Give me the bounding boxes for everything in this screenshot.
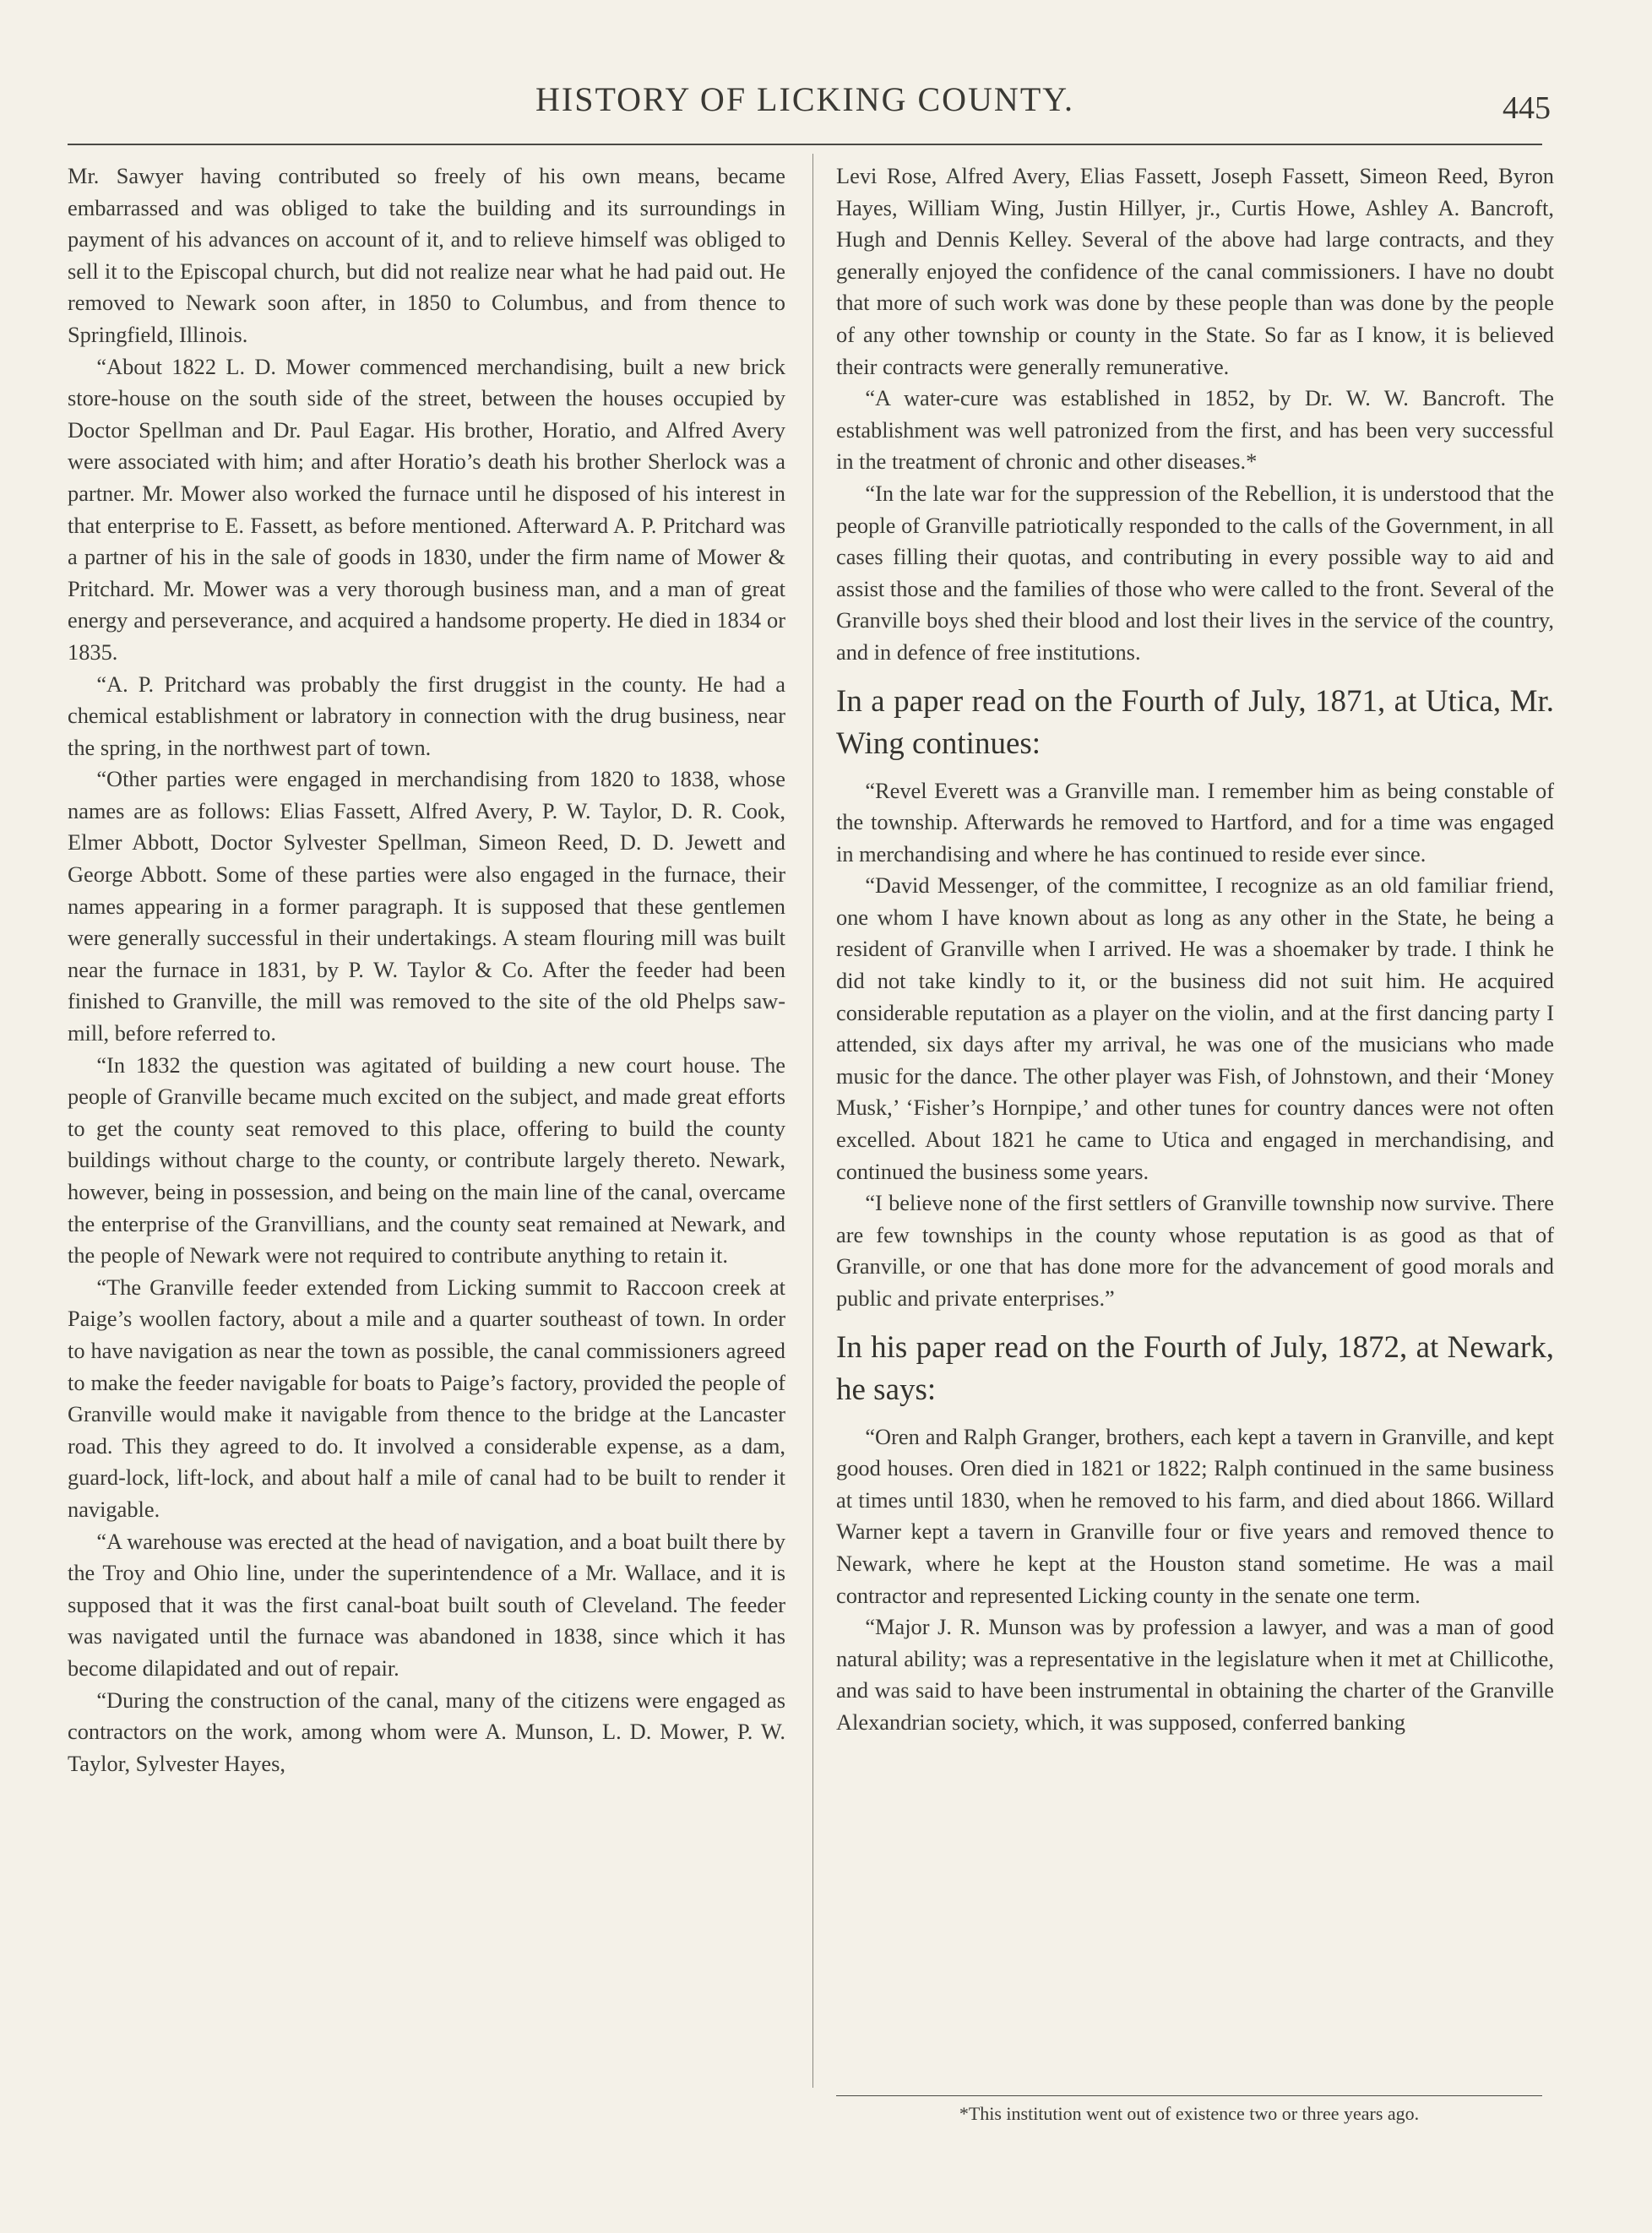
footnote: *This institution went out of existence two or three years ago.	[959, 2103, 1420, 2124]
paragraph: “During the construction of the canal, many of the citizens were engaged as contractors on the work, among whom were A. Munson, L. D. Mower, P. W. Taylor, Sylvester Hayes,	[68, 1687, 785, 1776]
subheading-1872: In his paper read on the Fourth of July, 1872, at Newark, he says:	[836, 1329, 1554, 1407]
paragraph: Levi Rose, Alfred Avery, Elias Fassett, Joseph Fassett, Simeon Reed, Byron Hayes, William Wing, Justin Hillyer, jr., Curtis Howe, Ashley A. Bancroft, Hugh and Dennis Kelley. Several of the above had large contracts, and they generally enjoyed the confidence of the canal commissioners. I have no doubt that more of such work was done by these people than was done by the people of any other township or county in the State. So far as I know, it is believed their contracts were generally remunerative.	[836, 163, 1554, 379]
paragraph: “Oren and Ralph Granger, brothers, each kept a tavern in Granville, and kept good houses. Oren died in 1821 or 1822; Ralph continued in the same business at times until 1830, when he removed to his farm, and died about 1866. Willard Warner kept a tavern in Granville four or five years and removed thence to Newark, where he kept at the Houston stand sometime. He was a mail contractor and represented Licking county in the senate one term.	[836, 1423, 1554, 1608]
paragraph: “A. P. Pritchard was probably the first druggist in the county. He had a chemical establishment or labratory in connection with the drug business, near the spring, in the northwest part of town.	[68, 671, 785, 760]
paragraph: “David Messenger, of the committee, I recognize as an old familiar friend, one whom I have known about as long as any other in the State, he being a resident of Granville when I arrived. He was a shoemaker by trade. I think he did not take kindly to it, or the business did not suit him. He acquired considerable reputation as a player on the violin, and at the first dancing party I attended, six days after my arrival, he was one of the musicians who made music for the dance. The other player was Fish, of Johnstown, and their ‘Money Musk,’ ‘Fisher’s Hornpipe,’ and other tunes for country dances were not often excelled. About 1821 he came to Utica and engaged in merchandising, and continued the business some years.	[836, 872, 1554, 1184]
page-number: 445	[1503, 90, 1551, 126]
column-divider	[812, 154, 813, 2088]
paragraph: Mr. Sawyer having contributed so freely of his own means, became embarrassed and was obliged to take the building and its surroundings in payment of his advances on account of it, and to relieve himself was obliged to sell it to the Episcopal church, but did not realize near what he had paid out. He removed to Newark soon after, in 1850 to Columbus, and from thence to Springfield, Illinois.	[68, 163, 785, 347]
paragraph: “The Granville feeder extended from Licking summit to Raccoon creek at Paige’s woollen factory, about a mile and a quarter southeast of town. In order to have navigation as near the town as possible, the canal commissioners agreed to make the feeder navigable for boats to Paige’s factory, provided the people of Granville would make it navigable from thence to the bridge at the Lancaster road. This they agreed to do. It involved a considerable expense, as a dam, guard-lock, lift-lock, and about half a mile of canal had to be built to render it navigable.	[68, 1274, 785, 1522]
paragraph: “I believe none of the first settlers of Granville township now survive. There are few townships in the county whose reputation is as good as that of Granville, or one that has done more for the advancement of good morals and public and private enterprises.”	[836, 1190, 1554, 1311]
paragraph: “A warehouse was erected at the head of navigation, and a boat built there by the Troy and Ohio line, under the superintendence of a Mr. Wallace, and it is supposed that it was the first canal-boat built south of Cleveland. The feeder was navigated until the furnace was abandoned in 1838, since which it has become dilapidated and out of repair.	[68, 1528, 785, 1681]
left-column	[68, 160, 785, 1779]
paragraph: “In 1832 the question was agitated of building a new court house. The people of Granville became much excited on the subject, and made great efforts to get the county seat removed to this place, offering to build the county buildings without charge to the county, or contribute largely thereto. Newark, however, being in possession, and being on the main line of the canal, overcame the enterprise of the Granvillians, and the county seat remained at Newark, and the people of Newark were not required to contribute anything to retain it.	[68, 1051, 785, 1269]
paragraph: “Revel Everett was a Granville man. I remember him as being constable of the township. Afterwards he removed to Hartford, and for a time was engaged in merchandising and where he has continued to reside ever since.	[836, 777, 1554, 867]
paragraph: “A water-cure was established in 1852, by Dr. W. W. Bancroft. The establishment was well patronized from the first, and has been very successful in the treatment of chronic and other diseases.*	[836, 385, 1554, 475]
running-title: HISTORY OF LICKING COUNTY.	[535, 80, 1074, 118]
header-rule	[68, 144, 1542, 145]
paragraph: “In the late war for the suppression of the Rebellion, it is understood that the people of Granville patriotically responded to the calls of the Government, in all cases filling their quotas, and contributing in every possible way to aid and assist those and the families of those who were called to the front. Several of the Granville boys shed their blood and lost their lives in the service of the country, and in defence of free institutions.	[836, 480, 1554, 665]
paragraph: “About 1822 L. D. Mower commenced merchandising, built a new brick store-house on the south side of the street, between the houses occupied by Doctor Spellman and Dr. Paul Eagar. His brother, Horatio, and Alfred Avery were associated with him; and after Horatio’s death his brother Sherlock was a partner. Mr. Mower also worked the furnace until he disposed of his interest in that enterprise to E. Fassett, as before mentioned. Afterward A. P. Pritchard was a partner of his in the sale of goods in 1830, under the firm name of Mower & Pritchard. Mr. Mower was a very thorough business man, and a man of great energy and perseverance, and acquired a handsome property. He died in 1834 or 1835.	[68, 353, 785, 665]
paragraph: “Major J. R. Munson was by profession a lawyer, and was a man of good natural ability; was a representative in the legislature when it met at Chillicothe, and was said to have been instrumental in obtaining the charter of the Granville Alexandrian society, which, it was supposed, conferred banking	[836, 1614, 1554, 1735]
paragraph: “Other parties were engaged in merchandising from 1820 to 1838, whose names are as follows: Elias Fassett, Alfred Avery, P. W. Taylor, D. R. Cook, Elmer Abbott, Doctor Sylvester Spellman, Simeon Reed, D. D. Jewett and George Abbott. Some of these parties were also engaged in the furnace, their names appearing in a former paragraph. It is supposed that these gentlemen were generally successful in their undertakings. A steam flouring mill was built near the furnace in 1831, by P. W. Taylor & Co. After the feeder had been finished to Granville, the mill was removed to the site of the old Phelps saw-mill, before referred to.	[68, 766, 785, 1046]
subheading-1871: In a paper read on the Fourth of July, 1871, at Utica, Mr. Wing continues:	[836, 683, 1554, 761]
right-column	[836, 160, 1554, 1739]
page-header	[68, 74, 1551, 150]
footnote-rule	[836, 2095, 1542, 2096]
